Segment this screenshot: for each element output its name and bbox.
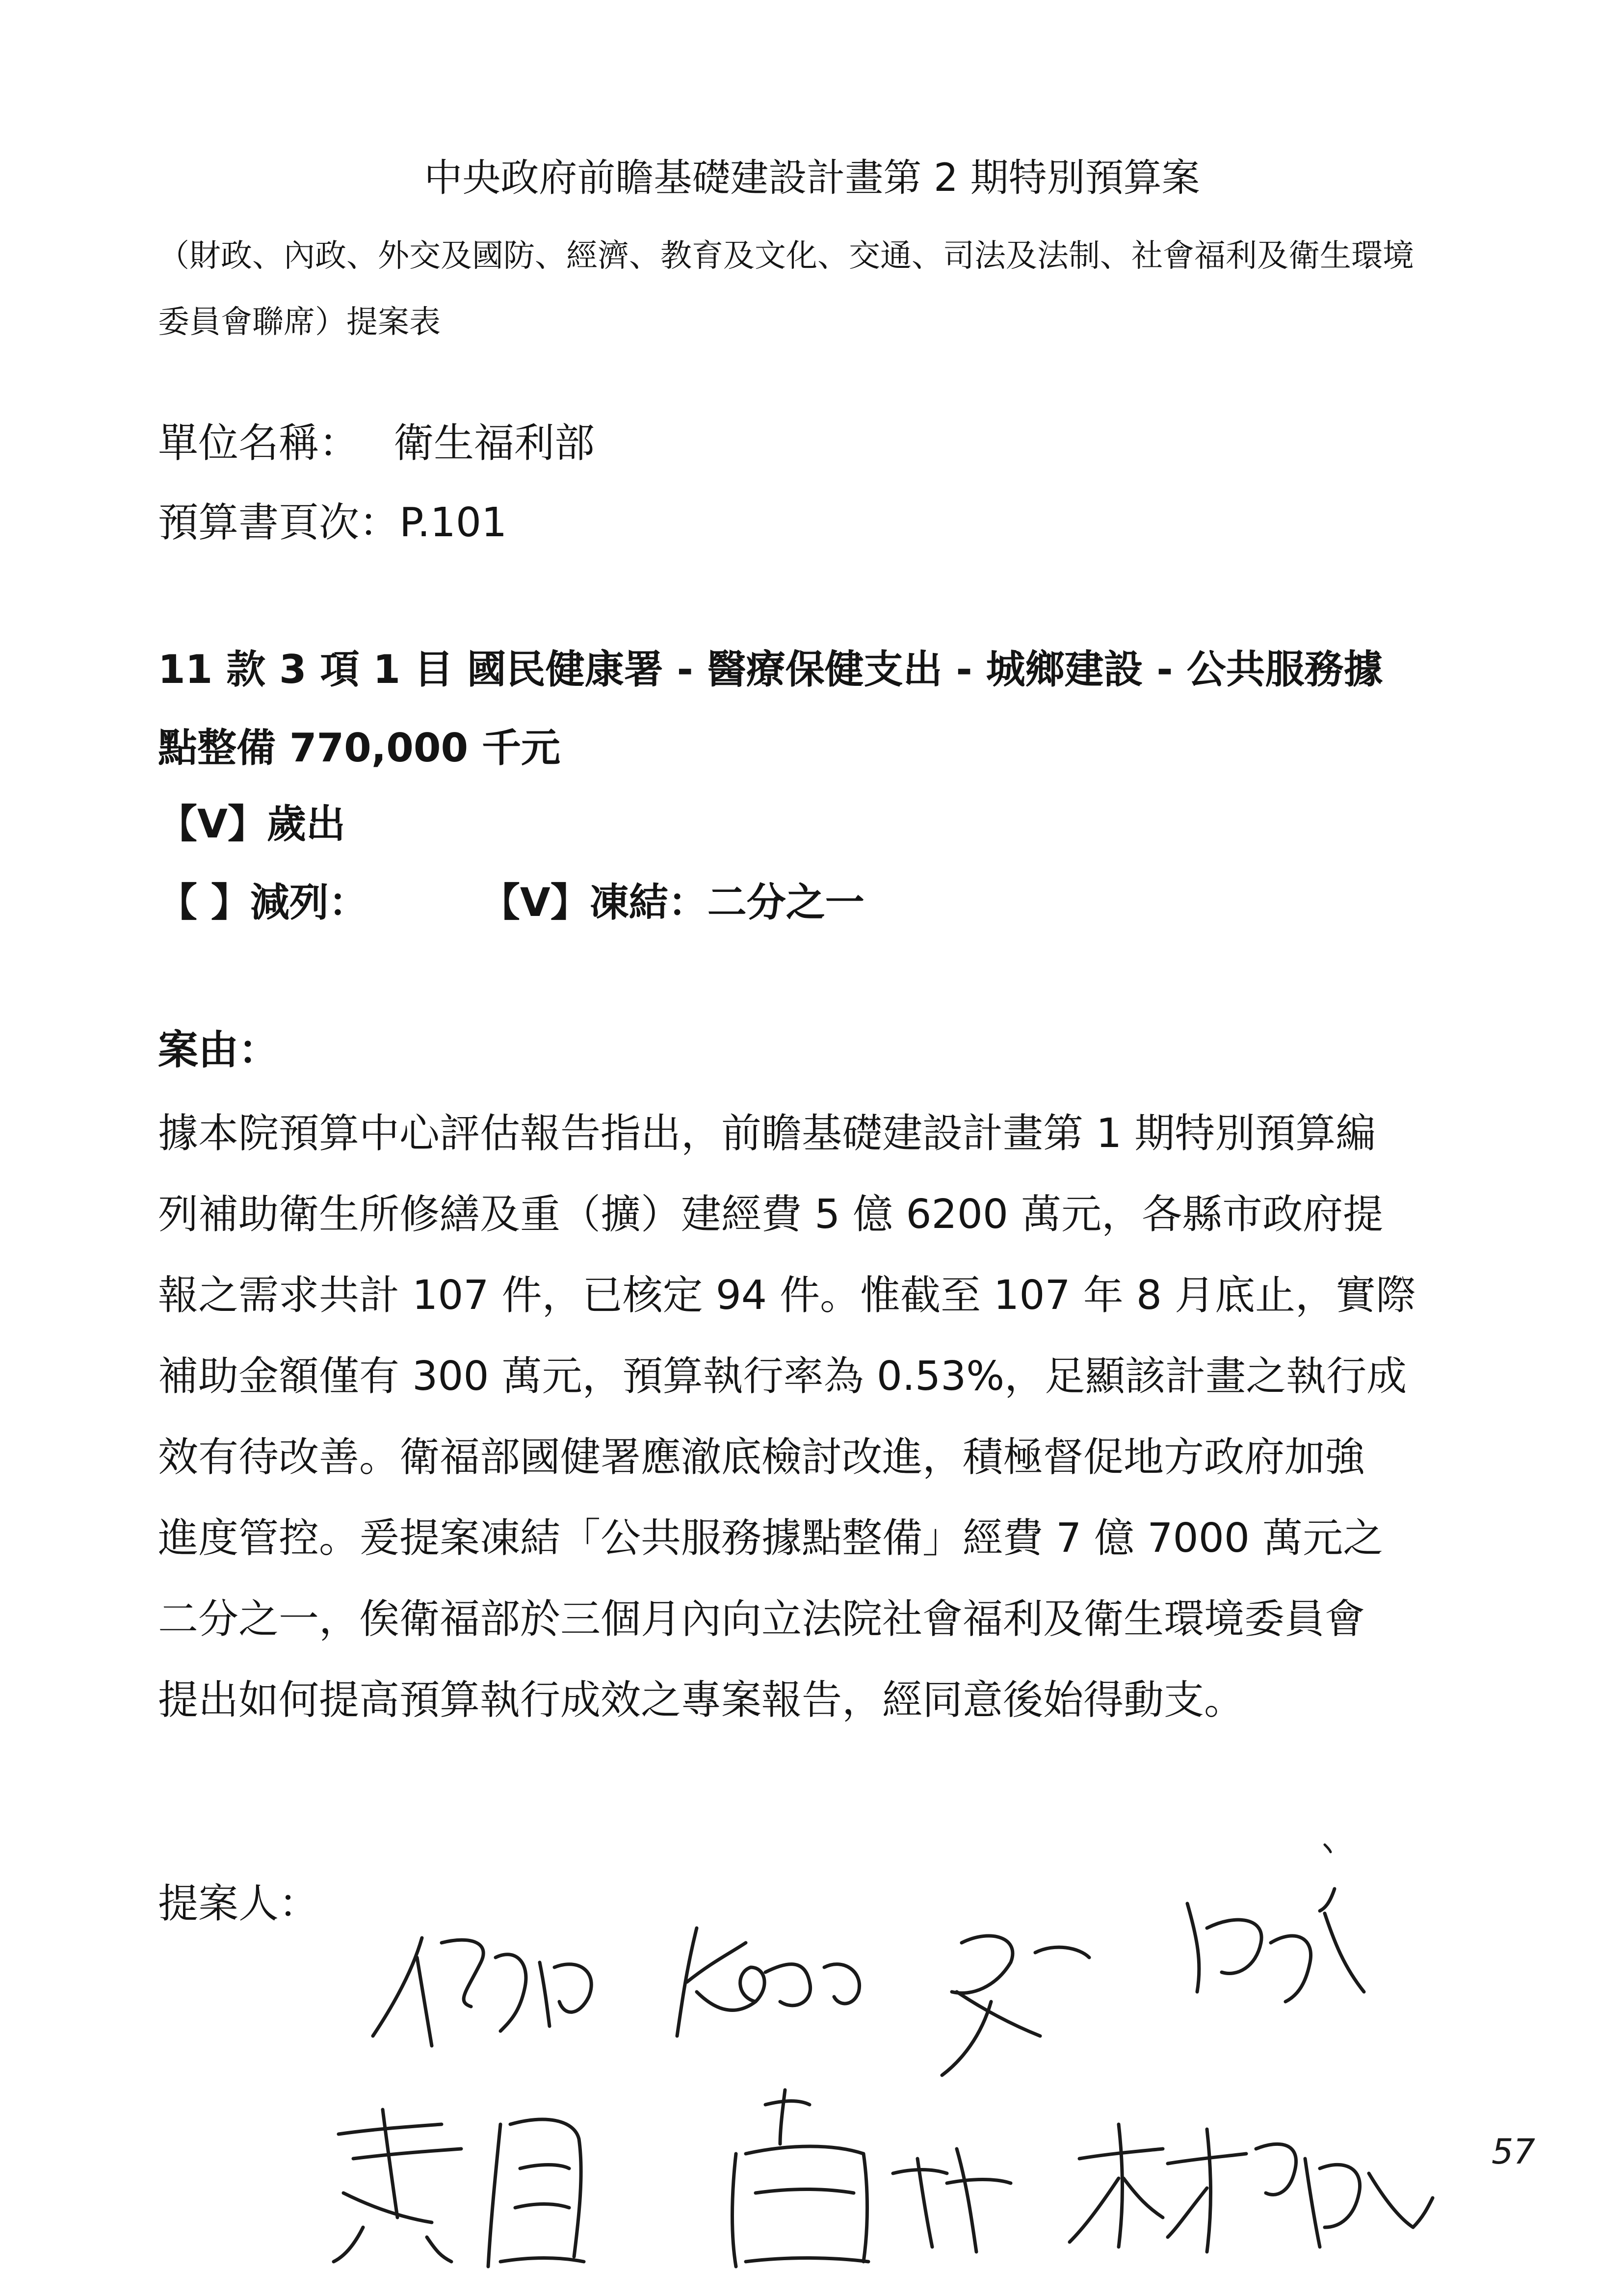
signature-8 (1070, 2124, 1433, 2252)
budget-item-line-2: 點整備 770,000 千元 (158, 725, 561, 771)
cut-checkbox: 【 】減列： (158, 880, 368, 925)
reason-line: 據本院預算中心評估報告指出，前瞻基礎建設計畫第 1 期特別預算編 (158, 1110, 1376, 1157)
reason-line: 列補助衛生所修繕及重（擴）建經費 5 億 6200 萬元，各縣市政府提 (158, 1191, 1384, 1238)
reason-label: 案由： (158, 1027, 279, 1073)
reason-line: 報之需求共計 107 件，已核定 94 件。惟截至 107 年 8 月底止，實際 (158, 1272, 1416, 1319)
signature-6 (488, 2119, 584, 2267)
expenditure-checkbox: 【V】歲出 (158, 801, 345, 847)
signature-3 (942, 1936, 1089, 2075)
proposer-label: 提案人： (158, 1880, 319, 1927)
reason-line: 二分之一，俟衛福部於三個月內向立法院社會福利及衛生環境委員會 (158, 1596, 1365, 1643)
reason-line: 進度管控。爰提案凍結「公共服務據點整備」經費 7 億 7000 萬元之 (158, 1515, 1384, 1562)
signature-5 (334, 2110, 461, 2262)
budget-item-line-1: 11 款 3 項 1 目 國民健康署 - 醫療保健支出 - 城鄉建設 - 公共服務據 (158, 647, 1383, 692)
reason-line: 提出如何提高預算執行成效之專案報告，經同意後始得動支。 (158, 1677, 1245, 1723)
unit-label: 單位名稱： (158, 420, 360, 467)
signature-1 (373, 1938, 591, 2046)
signature-4 (1187, 1889, 1364, 2002)
budget-page-ref: 預算書頁次：P.101 (158, 499, 507, 546)
subtitle-line-2: 委員會聯席）提案表 (158, 304, 441, 340)
subtitle-line-1: （財政、內政、外交及國防、經濟、教育及文化、交通、司法及法制、社會福利及衛生環境 (158, 238, 1414, 274)
unit-value: 衛生福利部 (393, 420, 595, 467)
signature-2 (677, 1928, 860, 2036)
page-number: 57 (1492, 2132, 1536, 2172)
reason-line: 效有待改善。衛福部國健署應澈底檢討改進，積極督促地方政府加強 (158, 1434, 1365, 1481)
document-title: 中央政府前瞻基礎建設計畫第 2 期特別預算案 (424, 156, 1200, 200)
freeze-checkbox: 【V】凍結：二分之一 (500, 880, 864, 925)
signature-7 (733, 2090, 1011, 2267)
reason-line: 補助金額僅有 300 萬元，預算執行率為 0.53%，足顯該計畫之執行成 (158, 1353, 1407, 1400)
